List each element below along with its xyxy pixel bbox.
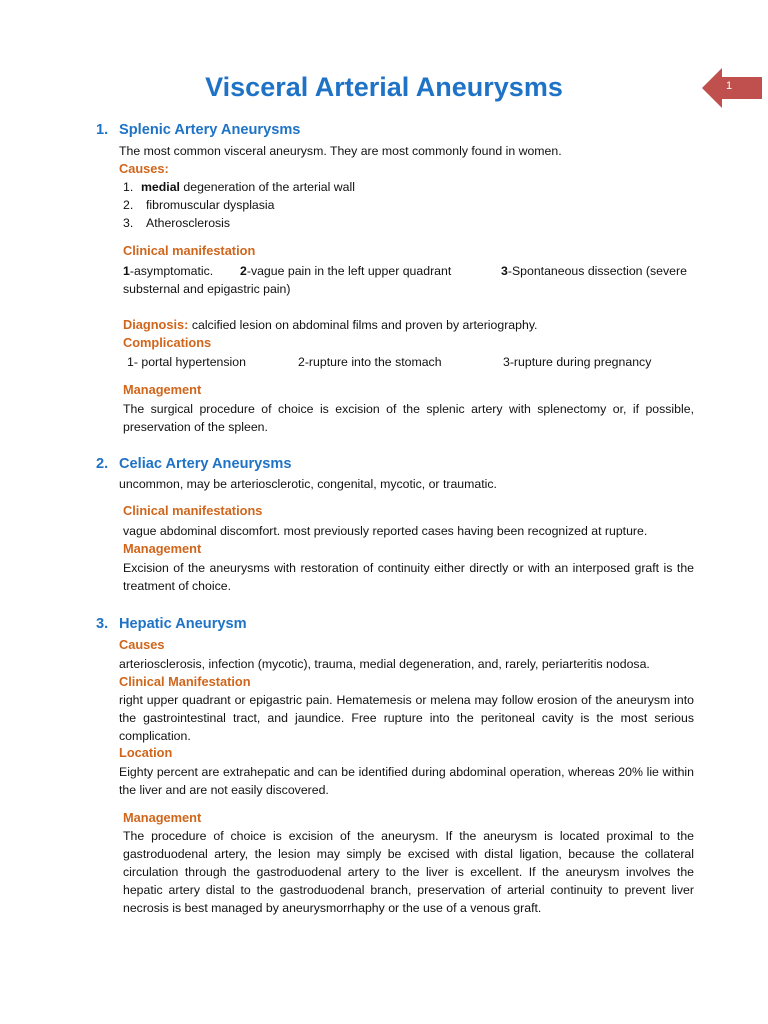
clinical-item: 2-vague pain in the left upper quadrant [240,264,452,278]
section-1-management-label: Management [123,382,202,397]
section-3-causes-label: Causes [119,637,165,652]
clinical-item: 1-asymptomatic. [123,264,214,278]
page-number: 1 [725,80,733,92]
section-2-number: 2. [96,456,109,472]
complication-item: 2-rupture into the stomach [298,355,442,369]
section-3-heading: Hepatic Aneurysm [119,616,247,632]
page-title: Visceral Arterial Aneurysms [205,72,563,102]
complication-item: 1- portal hypertension [127,355,246,369]
section-1-intro: The most common visceral aneurysm. They are most commonly found in women. [119,144,562,158]
section-1-causes-label: Causes: [119,161,169,176]
section-1-number: 1. [96,122,109,138]
section-2-heading: Celiac Artery Aneurysms [119,456,292,472]
complication-item: 3-rupture during pregnancy [503,355,652,369]
section-3-number: 3. [96,616,109,632]
section-2-intro: uncommon, may be arteriosclerotic, congenital, mycotic, or traumatic. [119,477,497,491]
clinical-item: 3-Spontaneous dissection (severe [501,264,687,278]
section-3-causes-text: arteriosclerosis, infection (mycotic), trauma, medial degeneration, and, rarely, periarteritis nodosa. [119,657,650,671]
cause-item: 3. Atherosclerosis [123,216,231,230]
section-1-heading: Splenic Artery Aneurysms [119,122,301,138]
section-1-diagnosis: Diagnosis: calcified lesion on abdominal films and proven by arteriography. [123,317,538,332]
section-1-complications-label: Complications [123,335,212,350]
section-2-clinical-label: Clinical manifestations [123,503,263,518]
section-3-clinical-text: right upper quadrant or epigastric pain. Hematemesis or melena may follow erosion of the aneurysm into the gastrointestinal tract, and jaundice. Free rupture into the peritoneal cavity is the most serious complication. [119,693,694,743]
section-3-location-label: Location [119,745,173,760]
section-1-clinical-label: Clinical manifestation [123,243,256,258]
section-1-management-text: The surgical procedure of choice is excision of the splenic artery with splenectomy or, if possible, preservation of the spleen. [123,402,694,434]
cause-item: 1. medial degeneration of the arterial wall [123,180,355,194]
cause-item: 2. fibromuscular dysplasia [123,198,275,212]
section-3-clinical-label: Clinical Manifestation [119,674,251,689]
section-2-management-text: Excision of the aneurysms with restoration of continuity either directly or with an interposed graft is the treatment of choice. [123,561,694,593]
section-3-location-text: Eighty percent are extrahepatic and can be identified during abdominal operation, whereas 20% lie within the liver and are not easily discovered. [119,765,694,797]
clinical-continuation: substernal and epigastric pain) [123,282,291,296]
section-3-management-text: The procedure of choice is excision of the aneurysm. If the aneurysm is located proximal to the gastroduodenal artery, the lesion may simply be excised with distal ligation, because the collateral circulation through the gastroduodenal artery to the liver is excellent. If the aneurysm involves the hepatic artery distal to the gastroduodenal branch, preservation of arterial continuity to prevent liver necrosis is best managed by aneurysmorrhaphy or the use of a venous graft. [123,829,694,915]
section-2-management-label: Management [123,541,202,556]
section-3-management-label: Management [123,810,202,825]
section-2-clinical-text: vague abdominal discomfort. most previously reported cases having been recognized at rupture. [123,524,648,538]
